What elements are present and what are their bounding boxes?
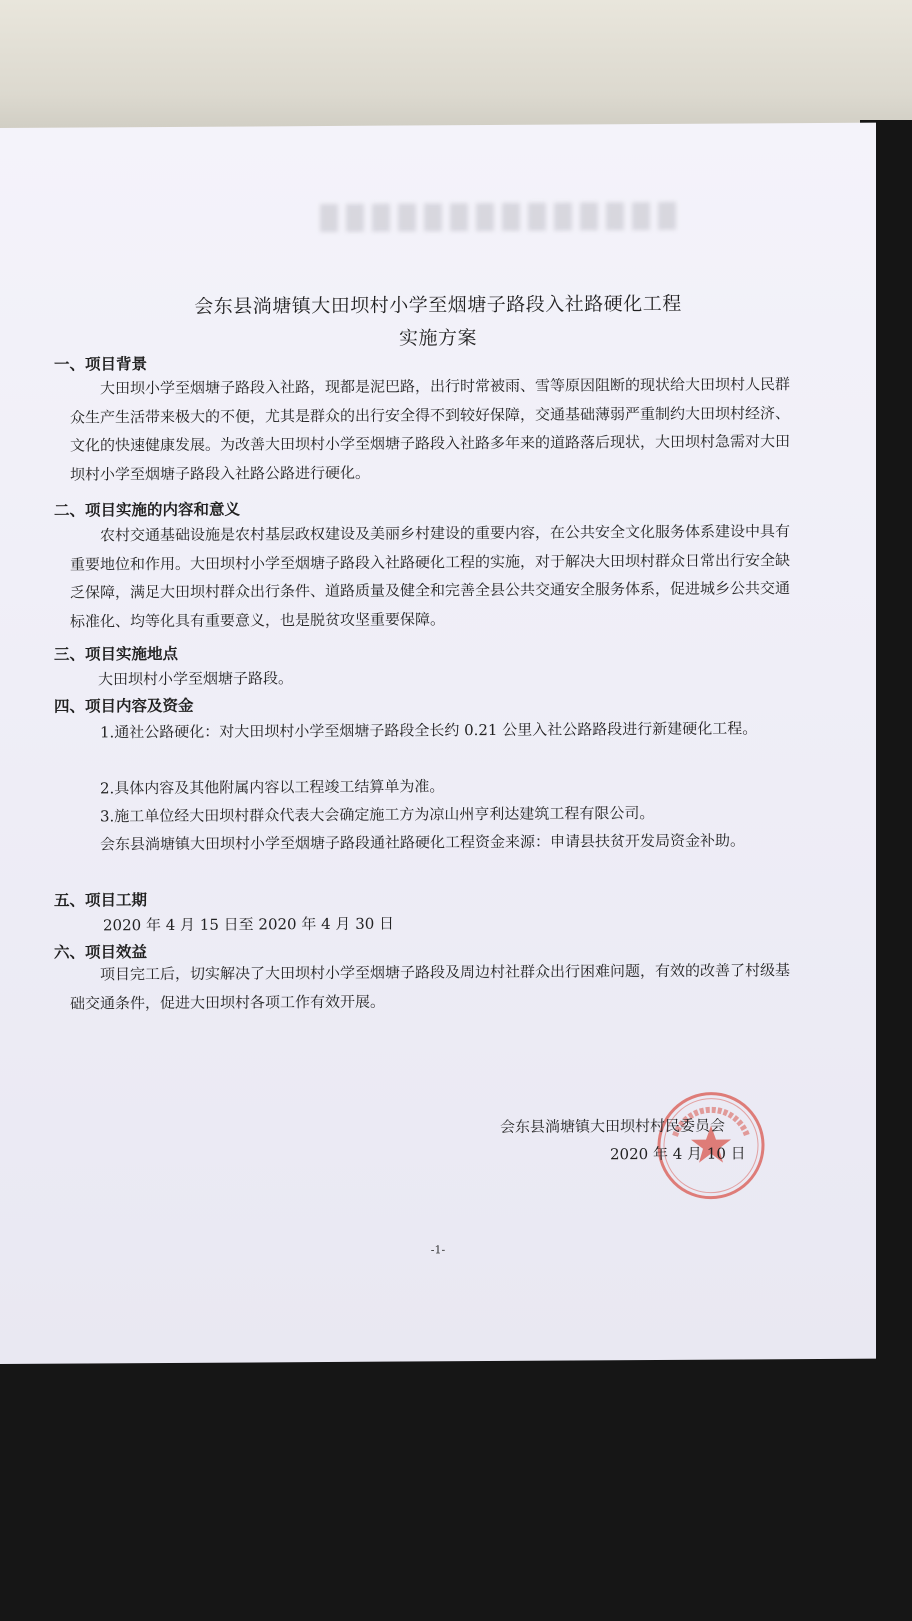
list-item: 1.通社公路硬化：对大田坝村小学至烟塘子路段全长约 0.21 公里入社公路路段进行新建硬化工程。: [100, 719, 758, 742]
funding-note: 会东县淌塘镇大田坝村小学至烟塘子路段通社路硬化工程资金来源：申请县扶贫开发局资金补助。: [100, 831, 746, 854]
document-title: 会东县淌塘镇大田坝村小学至烟塘子路段入社路硬化工程: [194, 292, 682, 318]
document-page: [0, 123, 876, 1364]
wall-background-bottom: [0, 1340, 912, 1621]
section-body: 项目完工后，切实解决了大田坝村小学至烟塘子路段及周边村社群众出行困难问题，有效的改善了村级基础交通条件，促进大田坝村各项工作有效开展。: [70, 961, 791, 1013]
bleed-through-text: [320, 202, 680, 232]
section-heading: 五、项目工期: [54, 890, 148, 910]
list-item: 3.施工单位经大田坝村群众代表大会确定施工方为凉山州亨利达建筑工程有限公司。: [100, 804, 655, 826]
wall-background-top: [0, 0, 912, 135]
signature-organization: 会东县淌塘镇大田坝村村民委员会: [500, 1116, 726, 1136]
section-body: 2020 年 4 月 15 日至 2020 年 4 月 30 日: [103, 914, 395, 935]
list-item: 2.具体内容及其他附属内容以工程竣工结算单为准。: [100, 777, 445, 798]
document-subtitle: 实施方案: [398, 327, 477, 350]
section-heading: 二、项目实施的内容和意义: [54, 499, 241, 520]
page-number: -1-: [430, 1243, 446, 1257]
section-heading: 六、项目效益: [54, 942, 148, 962]
section-body: 大田坝村小学至烟塘子路段。: [98, 669, 294, 689]
section-body: 大田坝小学至烟塘子路段入社路，现都是泥巴路，出行时常被雨、雪等原因阻断的现状给大田坝村人民群众生产生活带来极大的不便，尤其是群众的出行安全得不到较好保障，交通基础薄弱严重制约大田坝村经济、文化的快速健康发展。为改善大田坝村小学至烟塘子路段入社路多年来的道路落后现状，大田坝村急需对大田坝村小学至烟塘子路段入社路公路进行硬化。: [70, 375, 791, 484]
section-heading: 四、项目内容及资金: [54, 695, 194, 716]
section-body: 农村交通基础设施是农村基层政权建设及美丽乡村建设的重要内容，在公共安全文化服务体系建设中具有重要地位和作用。大田坝村小学至烟塘子路段入社路硬化工程的实施，对于解决大田坝村群众日常出行安全缺乏保障，满足大田坝村群众出行条件、道路质量及健全和完善全县公共交通安全服务体系，促进城乡公共交通标准化、均等化具有重要意义，也是脱贫攻坚重要保障。: [70, 522, 791, 631]
signature-date: 2020 年 4 月 10 日: [610, 1144, 746, 1164]
section-heading: 三、项目实施地点: [54, 643, 179, 664]
section-heading: 一、项目背景: [54, 354, 148, 374]
